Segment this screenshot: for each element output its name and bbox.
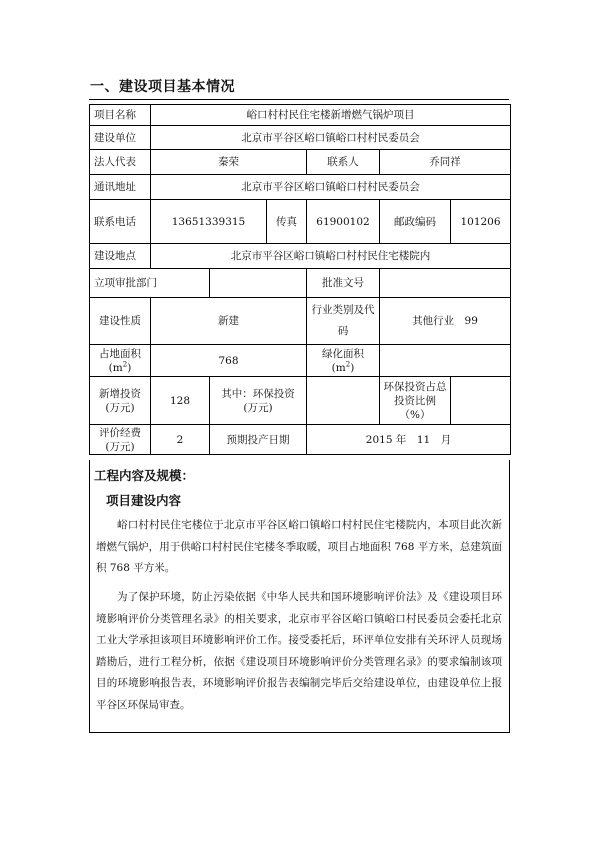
eval-fee-unit: (万元)	[105, 440, 135, 453]
row-investment	[90, 377, 511, 425]
phone-value: 13651339315	[151, 200, 267, 244]
area-label-text: 占地面积	[99, 347, 141, 360]
unit-value: 北京市平谷区峪口镇峪口村村民委员会	[151, 126, 511, 150]
green-unit-sup: 2	[345, 360, 351, 368]
address-label: 通讯地址	[90, 175, 151, 200]
eval-fee-value: 2	[151, 425, 210, 455]
fax-label: 传真	[267, 200, 307, 244]
approval-no-value	[380, 269, 511, 298]
fax-value: 61900102	[307, 200, 380, 244]
approval-dept-label: 立项审批部门	[90, 269, 210, 298]
content-heading: 工程内容及规模：	[94, 468, 195, 483]
investment-label	[90, 377, 151, 425]
eval-fee-label-text: 评价经费	[99, 426, 141, 439]
operation-value: 2015 年 11 月	[307, 425, 511, 455]
area-unit-close: )	[127, 361, 132, 374]
row-legal-rep	[90, 150, 511, 175]
content-subheading: 项目建设内容	[106, 493, 182, 508]
green-label-text: 绿化面积	[322, 347, 364, 360]
env-ratio-value	[451, 377, 511, 425]
area-unit: (m	[108, 361, 123, 374]
row-address	[90, 175, 511, 200]
site-label: 建设地点	[90, 244, 151, 269]
address-value: 北京市平谷区峪口镇峪口村村民委员会	[151, 175, 511, 200]
green-unit-close: )	[350, 361, 355, 374]
env-invest-value	[307, 377, 380, 425]
nature-value: 新建	[151, 298, 307, 345]
postcode-label: 邮政编码	[380, 200, 451, 244]
row-phone	[90, 200, 511, 244]
approval-dept-value	[210, 269, 307, 298]
title-rule	[89, 99, 509, 100]
legal-rep-label: 法人代表	[90, 150, 151, 175]
industry-value: 其他行业 99	[380, 298, 511, 345]
area-value: 768	[151, 345, 307, 377]
env-ratio-label: 环保投资占总投资比例（%）	[380, 377, 451, 425]
phone-label: 联系电话	[90, 200, 151, 244]
investment-unit: (万元)	[105, 401, 135, 414]
paragraph-2: 为了保护环境，防止污染依据《中华人民共和国环境影响评价法》及《建设项目环境影响评价分类管理名录》的相关要求，北京市平谷区峪口镇峪口村民委员会委托北京工业大学承担该项目环境影响评价工作。接受委托后，环评单位安排有关环评人员现场踏勘后，进行工程分析，依据《建设项目环境影响评价分类管理名录》的要求编制该项目的环境影响报告表，环境影响评价报告表编制完毕后交给建设单位，由建设单位上报平谷区环保局审查。	[96, 591, 502, 711]
row-eval-fee	[90, 425, 511, 455]
area-label	[90, 345, 151, 377]
investment-label-text: 新增投资	[99, 387, 141, 400]
approval-no-label: 批准文号	[307, 269, 380, 298]
project-name-value: 峪口村村民住宅楼新增燃气锅炉项目	[151, 105, 511, 126]
green-value	[380, 345, 511, 377]
paragraph-1: 峪口村村民住宅楼位于北京市平谷区峪口镇峪口村村民住宅楼院内，本项目此次新增燃气锅炉，用于供峪口村村民住宅楼冬季取暖，项目占地面积 768 平方米，总建筑面积 768 平方米。	[96, 519, 502, 574]
nature-label: 建设性质	[90, 298, 151, 345]
row-unit	[90, 126, 511, 150]
eval-fee-label	[90, 425, 151, 455]
row-project-name	[90, 105, 511, 126]
site-value: 北京市平谷区峪口镇峪口村村民住宅楼院内	[151, 244, 511, 269]
project-info-table	[89, 104, 511, 455]
green-label	[307, 345, 380, 377]
row-approval	[90, 269, 511, 298]
row-nature	[90, 298, 511, 345]
contact-value: 乔同祥	[380, 150, 511, 175]
unit-label: 建设单位	[90, 126, 151, 150]
operation-label: 预期投产日期	[210, 425, 307, 455]
area-unit-sup: 2	[122, 360, 128, 368]
row-area	[90, 345, 511, 377]
section-title: 一、建设项目基本情况	[90, 79, 235, 95]
industry-label: 行业类别及代码	[307, 298, 380, 345]
env-invest-label: 其中：环保投资(万元)	[210, 377, 307, 425]
contact-label: 联系人	[307, 150, 380, 175]
row-site	[90, 244, 511, 269]
project-content-box	[89, 460, 510, 733]
legal-rep-value: 秦荣	[151, 150, 307, 175]
investment-value: 128	[151, 377, 210, 425]
postcode-value: 101206	[451, 200, 511, 244]
project-name-label: 项目名称	[90, 105, 151, 126]
green-unit: (m	[331, 361, 346, 374]
